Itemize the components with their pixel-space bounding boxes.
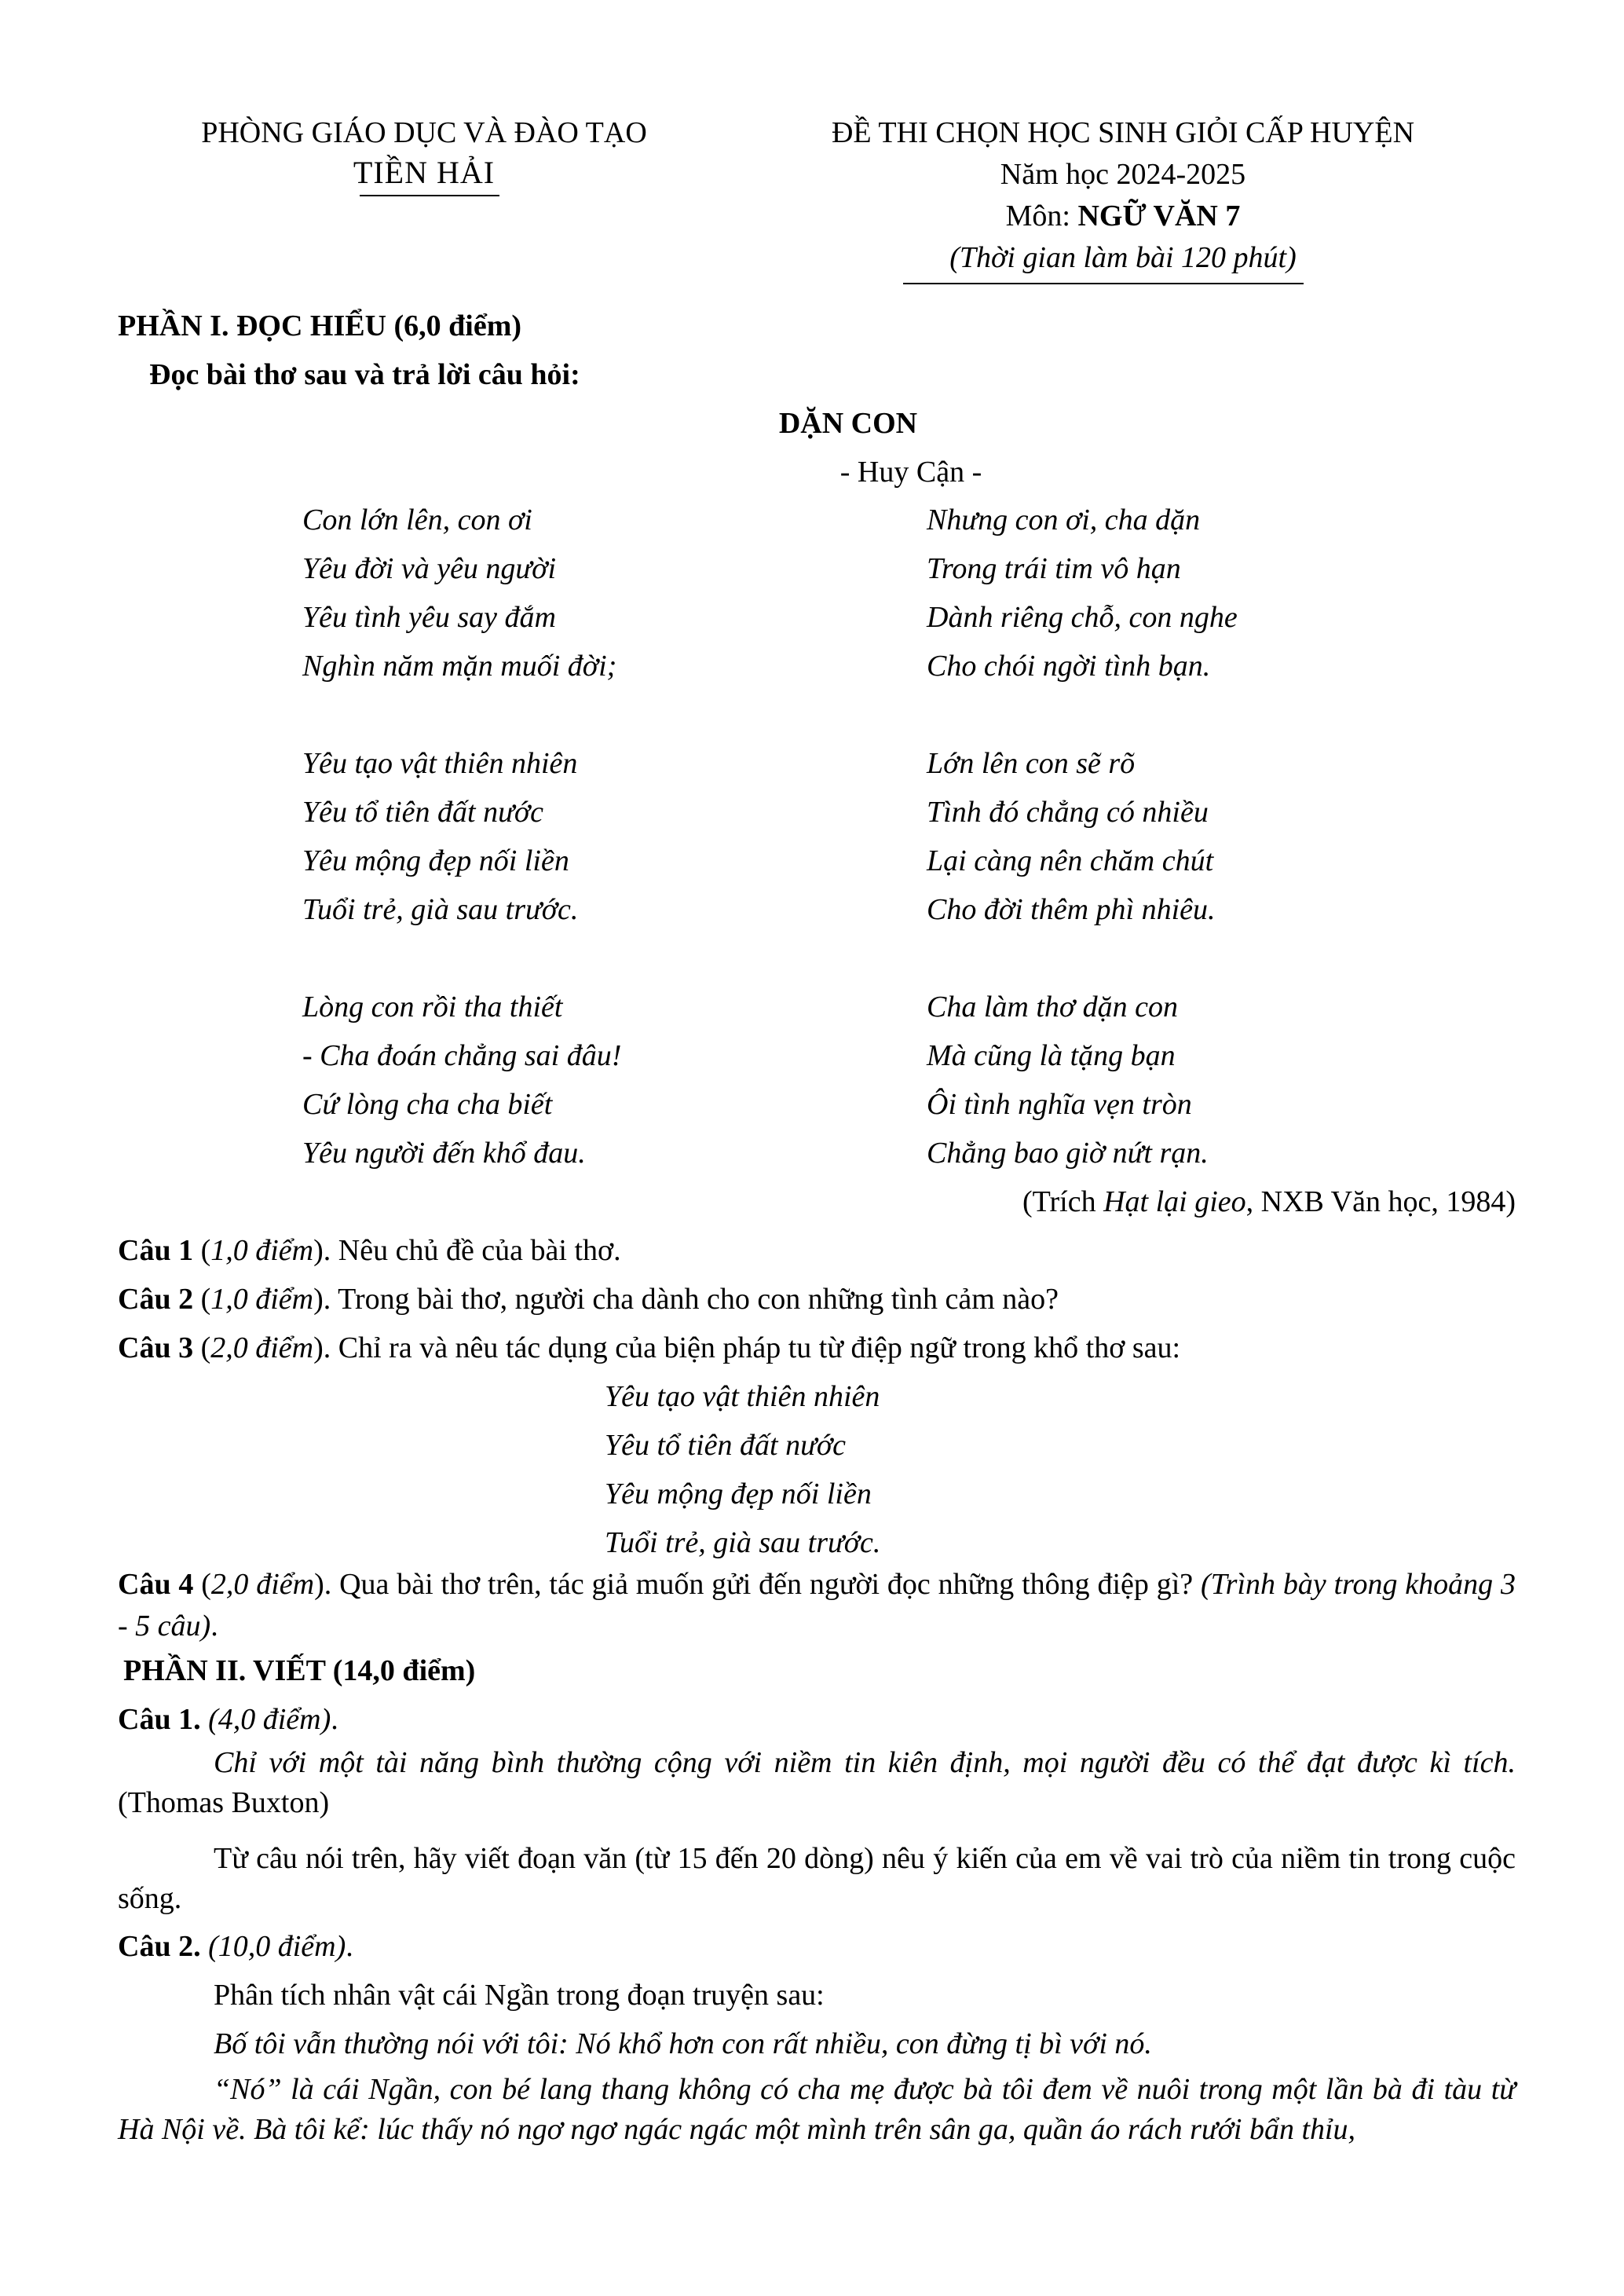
poem-line: Con lớn lên, con ơi bbox=[302, 504, 532, 536]
subject-line bbox=[730, 201, 1516, 231]
source-prefix: (Trích bbox=[1022, 1185, 1104, 1218]
poem-line: Mà cũng là tặng bạn bbox=[927, 1039, 1176, 1072]
part2-q1-heading bbox=[118, 1705, 338, 1734]
quote-text: Chỉ với một tài năng bình thường cộng với niềm tin kiên định, mọi người đều có thể đạt được kì tích. bbox=[214, 1746, 1516, 1779]
question-note: (Trình bày trong khoảng 3 - 5 câu) bbox=[118, 1568, 1516, 1642]
poem-line: Ôi tình nghĩa vẹn tròn bbox=[927, 1088, 1192, 1121]
question-3: Câu 3 (2,0 điểm). Chỉ ra và nêu tác dụng của biện pháp tu từ điệp ngữ trong khổ thơ sau: bbox=[118, 1331, 1181, 1364]
part2-q2-task: Phân tích nhân vật cái Ngần trong đoạn truyện sau: bbox=[214, 1979, 825, 2012]
poem-line: Yêu tạo vật thiên nhiên bbox=[302, 747, 578, 780]
question-points: 1,0 điểm bbox=[210, 1283, 314, 1316]
source-suffix: , NXB Văn học, 1984) bbox=[1245, 1185, 1516, 1218]
excerpt-paragraph: “Nó” là cái Ngần, con bé lang thang không có cha mẹ được bà tôi đem về nuôi trong một lần bà đi tàu từ Hà Nội về. Bà tôi kể: lúc thấy nó ngơ ngơ ngác ngác một mình trên sân ga, quần áo rách rưới bẩn thỉu, bbox=[118, 2073, 1516, 2146]
poem-line: Yêu đời và yêu người bbox=[302, 552, 556, 585]
question-label: Câu 4 bbox=[118, 1568, 194, 1601]
issuer-line-1: PHÒNG GIÁO DỤC VÀ ĐÀO TẠO bbox=[201, 116, 647, 149]
question-points: (10,0 điểm) bbox=[208, 1930, 346, 1963]
question-end: . bbox=[331, 1703, 338, 1736]
stanza-line: Yêu tổ tiên đất nước bbox=[605, 1429, 846, 1462]
exam-title: ĐỀ THI CHỌN HỌC SINH GIỎI CẤP HUYỆN bbox=[831, 116, 1415, 149]
issuer-line-2: TIỀN HẢI bbox=[353, 155, 496, 190]
poem-line: Yêu người đến khổ đau. bbox=[302, 1137, 586, 1170]
source-title: Hạt lại gieo bbox=[1103, 1185, 1246, 1218]
question-end: . bbox=[210, 1609, 218, 1642]
question-points: 2,0 điểm bbox=[210, 1331, 314, 1364]
excerpt-line-1: Bố tôi vẫn thường nói với tôi: Nó khổ hơn con rất nhiều, con đừng tị bì với nó. bbox=[214, 2027, 1152, 2060]
question-label: Câu 1 bbox=[118, 1234, 194, 1267]
poem-line: Cứ lòng cha cha biết bbox=[302, 1088, 553, 1121]
poem-line: Tình đó chẳng có nhiều bbox=[927, 796, 1209, 829]
poem-line: Dành riêng chỗ, con nghe bbox=[927, 601, 1238, 634]
poem-line: Yêu mộng đẹp nối liền bbox=[302, 844, 569, 877]
poem-source bbox=[1022, 1187, 1516, 1217]
question-points: 2,0 điểm bbox=[210, 1568, 315, 1601]
stanza-line: Tuổi trẻ, già sau trước. bbox=[605, 1526, 881, 1559]
question-points: (4,0 điểm) bbox=[208, 1703, 331, 1736]
duration-underline bbox=[903, 283, 1304, 284]
school-year: Năm học 2024-2025 bbox=[1000, 158, 1246, 191]
part2-q2-heading bbox=[118, 1932, 353, 1961]
poem-line: Lớn lên con sẽ rõ bbox=[927, 747, 1136, 780]
issuer-underline bbox=[360, 195, 499, 196]
poem-line: Cha làm thơ dặn con bbox=[927, 991, 1179, 1023]
poem-line: Yêu tổ tiên đất nước bbox=[302, 796, 543, 829]
question-text: . Qua bài thơ trên, tác giả muốn gửi đến người đọc những thông điệp gì? bbox=[324, 1568, 1201, 1601]
poem-title: DẶN CON bbox=[778, 407, 918, 440]
stanza-line: Yêu tạo vật thiên nhiên bbox=[605, 1380, 880, 1413]
question-end: . bbox=[346, 1930, 353, 1963]
question-2: Câu 2 (1,0 điểm). Trong bài thơ, người cha dành cho con những tình cảm nào? bbox=[118, 1283, 1059, 1316]
question-1: Câu 1 (1,0 điểm). Nêu chủ đề của bài thơ. bbox=[118, 1234, 621, 1267]
quote-author: (Thomas Buxton) bbox=[118, 1786, 330, 1819]
question-points: 1,0 điểm bbox=[210, 1234, 314, 1267]
poem-line: - Cha đoán chẳng sai đâu! bbox=[302, 1039, 622, 1072]
question-label: Câu 2. bbox=[118, 1930, 201, 1963]
poem-line: Lại càng nên chăm chút bbox=[927, 844, 1214, 877]
question-label: Câu 2 bbox=[118, 1283, 194, 1316]
stanza-line: Yêu mộng đẹp nối liền bbox=[605, 1478, 872, 1511]
question-text: . Chỉ ra và nêu tác dụng của biện pháp tu từ điệp ngữ trong khổ thơ sau: bbox=[323, 1331, 1181, 1364]
poem-line: Chẳng bao giờ nứt rạn. bbox=[927, 1137, 1209, 1170]
exam-duration: (Thời gian làm bài 120 phút) bbox=[949, 241, 1297, 274]
poem-author: - Huy Cận - bbox=[839, 456, 982, 489]
poem-line: Cho chói ngời tình bạn. bbox=[927, 650, 1211, 683]
poem-line: Trong trái tim vô hạn bbox=[927, 552, 1181, 585]
question-label: Câu 1. bbox=[118, 1703, 201, 1736]
poem-line: Yêu tình yêu say đắm bbox=[302, 601, 556, 634]
question-4: Câu 4 (2,0 điểm). Qua bài thơ trên, tác giả muốn gửi đến người đọc những thông điệp gì? (Trình bày trong khoảng 3 - 5 câu). bbox=[118, 1568, 1516, 1642]
question-label: Câu 3 bbox=[118, 1331, 194, 1364]
poem-line: Lòng con rồi tha thiết bbox=[302, 991, 563, 1023]
poem-line: Nghìn năm mặn muối đời; bbox=[302, 650, 617, 683]
part1-instruction: Đọc bài thơ sau và trả lời câu hỏi: bbox=[149, 358, 580, 391]
part1-title: PHẦN I. ĐỌC HIỂU (6,0 điểm) bbox=[118, 309, 522, 342]
subject-name: NGỮ VĂN 7 bbox=[1077, 200, 1241, 233]
poem-line: Nhưng con ơi, cha dặn bbox=[927, 504, 1201, 536]
part2-q1-quote bbox=[118, 1743, 1516, 1823]
question-text: . Nêu chủ đề của bài thơ. bbox=[323, 1234, 621, 1267]
subject-prefix: Môn: bbox=[1005, 200, 1078, 233]
poem-line: Tuổi trẻ, già sau trước. bbox=[302, 893, 579, 926]
poem-line: Cho đời thêm phì nhiêu. bbox=[927, 893, 1216, 926]
part2-q1-task: Từ câu nói trên, hãy viết đoạn văn (từ 15 đến 20 dòng) nêu ý kiến của em về vai trò của niềm tin trong cuộc sống. bbox=[118, 1842, 1516, 1915]
question-text: . Trong bài thơ, người cha dành cho con những tình cảm nào? bbox=[323, 1283, 1059, 1316]
part2-title: PHẦN II. VIẾT (14,0 điểm) bbox=[123, 1654, 476, 1687]
